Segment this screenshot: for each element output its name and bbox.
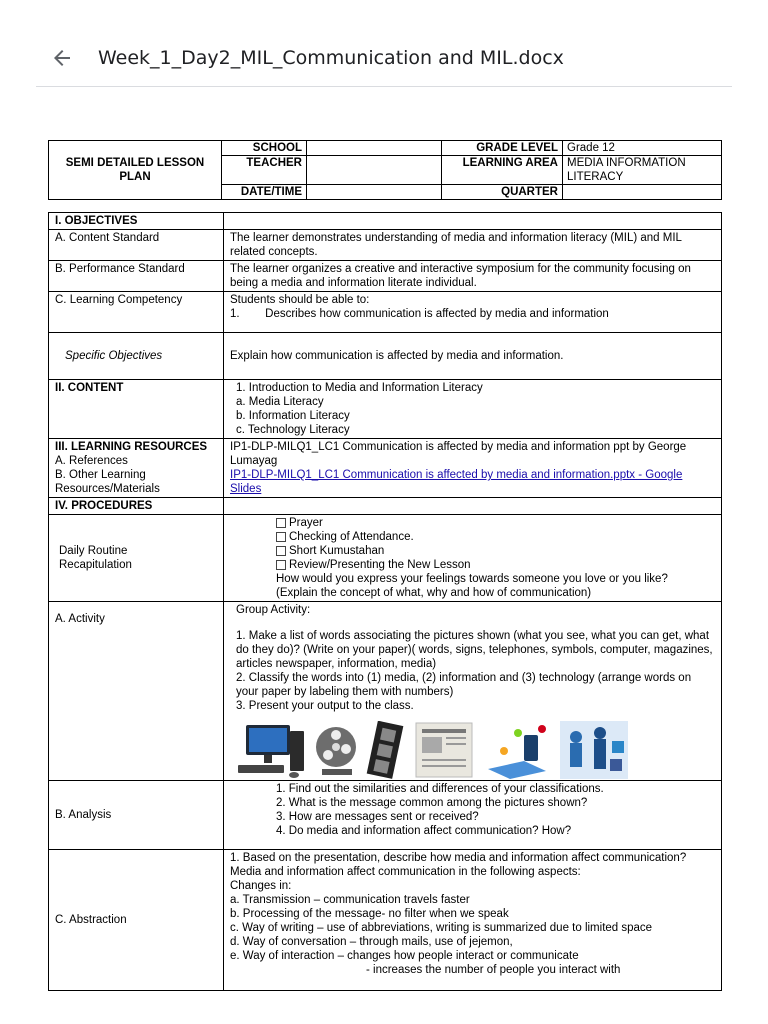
abstraction-label: C. Abstraction <box>49 850 224 991</box>
specific-objectives-text: Explain how communication is affected by media and information. <box>224 333 722 380</box>
routine-content <box>224 515 722 602</box>
devices-picture <box>484 721 554 779</box>
abstraction-line: Changes in: <box>230 880 292 892</box>
checkbox-icon <box>276 532 286 542</box>
objectives-blank <box>224 213 722 230</box>
performance-standard-label: B. Performance Standard <box>49 261 224 292</box>
abstraction-line: 1. Based on the presentation, describe how media and information affect communication? <box>230 852 687 864</box>
content-heading: II. CONTENT <box>49 380 224 439</box>
learning-area-label: LEARNING AREA <box>442 156 563 185</box>
content-standard-text: The learner demonstrates understanding of media and information literacy (MIL) and MIL related concepts. <box>224 230 722 261</box>
abstraction-line: e. Way of interaction – changes how people interact or communicate <box>230 950 579 962</box>
routine-label-1: Daily Routine <box>59 545 128 557</box>
routine-label <box>49 515 224 602</box>
checkbox-icon <box>276 546 286 556</box>
content-list <box>224 380 722 439</box>
references-text: IP1-DLP-MILQ1_LC1 Communication is affected by media and information ppt by George Lumayag <box>230 441 687 467</box>
activity-step-2: 2. Classify the words into (1) media, (2) information and (3) technology (arrange words on your paper by labeling them with numbers) <box>236 672 692 698</box>
activity-content <box>224 602 722 781</box>
analysis-item: 4. Do media and information affect communication? How? <box>276 825 572 837</box>
back-arrow-icon[interactable] <box>50 46 74 70</box>
date-time-value <box>307 185 442 200</box>
quarter-label: QUARTER <box>442 185 563 200</box>
quarter-value <box>563 185 722 200</box>
objectives-heading: I. OBJECTIVES <box>49 213 224 230</box>
analysis-label: B. Analysis <box>49 781 224 850</box>
analysis-item: 2. What is the message common among the pictures shown? <box>276 797 588 809</box>
learning-area-value: MEDIA INFORMATION LITERACY <box>563 156 722 185</box>
routine-item: Checking of Attendance. <box>276 530 715 544</box>
abstraction-line: - increases the number of people you interact with <box>366 964 621 976</box>
abstraction-line: c. Way of writing – use of abbreviations, writing is summarized due to limited space <box>230 922 653 934</box>
abstraction-line: Media and information affect communication in the following aspects: <box>230 866 581 878</box>
abstraction-line: d. Way of conversation – through mails, use of jejemon, <box>230 936 513 948</box>
competency-label: C. Learning Competency <box>49 292 224 333</box>
routine-item: Short Kumustahan <box>276 544 715 558</box>
film-strip-picture <box>366 721 406 779</box>
school-value <box>307 141 442 156</box>
activity-label: A. Activity <box>49 602 224 781</box>
analysis-item: 3. How are messages sent or received? <box>276 811 479 823</box>
content-standard-label: A. Content Standard <box>49 230 224 261</box>
procedures-blank <box>224 498 722 515</box>
grade-level-label: GRADE LEVEL <box>442 141 563 156</box>
plan-label: SEMI DETAILED LESSON PLAN <box>49 141 222 200</box>
spacer <box>236 617 715 629</box>
checkbox-icon <box>276 560 286 570</box>
newspaper-picture <box>412 721 478 779</box>
competency-text <box>224 292 722 333</box>
abstraction-line: a. Transmission – communication travels faster <box>230 894 470 906</box>
abstraction-line: b. Processing of the message- no filter when we speak <box>230 908 509 920</box>
analysis-content <box>224 781 722 850</box>
references-label: A. References <box>55 455 128 467</box>
lesson-plan-table <box>48 212 722 991</box>
teacher-value <box>307 156 442 185</box>
content-item: a. Media Literacy <box>236 396 324 408</box>
school-label: SCHOOL <box>222 141 307 156</box>
content-item: 1. Introduction to Media and Information Literacy <box>236 382 483 394</box>
film-reel-picture <box>312 721 360 779</box>
routine-question: How would you express your feelings towards someone you love or you like? <box>276 573 668 585</box>
slides-link[interactable]: IP1-DLP-MILQ1_LC1 Communication is affected by media and information.pptx - Google Slides <box>230 469 683 495</box>
routine-item: Review/Presenting the New Lesson <box>276 558 715 572</box>
resources-heading: III. LEARNING RESOURCES <box>55 441 208 453</box>
teacher-label: TEACHER <box>222 156 307 185</box>
computer-picture <box>236 721 306 779</box>
routine-note: (Explain the concept of what, why and how of communication) <box>276 587 592 599</box>
analysis-item: 1. Find out the similarities and differences of your classifications. <box>276 783 604 795</box>
content-item: c. Technology Literacy <box>236 424 350 436</box>
grade-level-value: Grade 12 <box>563 141 722 156</box>
other-resources-label: B. Other Learning Resources/Materials <box>55 469 160 495</box>
performance-standard-text: The learner organizes a creative and interactive symposium for the community focusing on being a media and information literate individual. <box>224 261 722 292</box>
content-item: b. Information Literacy <box>236 410 350 422</box>
routine-item: Prayer <box>276 516 715 530</box>
competency-line-1: Students should be able to: <box>230 294 370 306</box>
specific-objectives-label: Specific Objectives <box>49 333 224 380</box>
social-media-picture <box>560 721 628 779</box>
viewer-toolbar <box>36 30 732 87</box>
activity-pictures <box>236 719 715 779</box>
routine-label-2: Recapitulation <box>59 559 132 571</box>
competency-line-2: 1. Describes how communication is affected by media and information <box>230 308 609 320</box>
lesson-header-table <box>48 140 722 200</box>
resources-labels <box>49 439 224 498</box>
activity-step-1: 1. Make a list of words associating the pictures shown (what you see, what you can get, what do they do)? (Write on your paper)( words, signs, telephones, symbols, computer, magazines, articles newspaper, information, media) <box>236 630 713 670</box>
abstraction-content <box>224 850 722 991</box>
checkbox-icon <box>276 518 286 528</box>
activity-title: Group Activity: <box>236 604 311 616</box>
procedures-heading: IV. PROCEDURES <box>49 498 224 515</box>
date-time-label: DATE/TIME <box>222 185 307 200</box>
resources-text <box>224 439 722 498</box>
document-title: Week_1_Day2_MIL_Communication and MIL.docx <box>98 47 564 69</box>
activity-step-3: 3. Present your output to the class. <box>236 700 414 712</box>
